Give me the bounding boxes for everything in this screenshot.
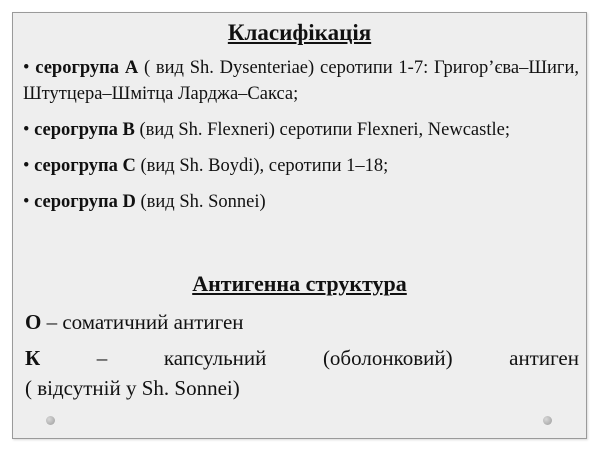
slide-title: Класифікація xyxy=(227,20,372,45)
k-antigen-note: ( відсутній у Sh. Sonnei) xyxy=(25,376,240,400)
serogroup-description: (вид Sh. Sonnei) xyxy=(135,192,266,212)
list-item xyxy=(23,189,579,215)
serogroup-label: серогрупа А xyxy=(35,58,139,78)
list-item xyxy=(23,117,579,143)
o-antigen-text: – соматичний антиген xyxy=(41,310,244,334)
bullet-marker: • xyxy=(23,58,30,78)
k-antigen-word: капсульний xyxy=(163,346,267,370)
slide xyxy=(12,12,587,439)
decorative-dot-icon xyxy=(46,416,55,425)
decorative-dot-icon xyxy=(543,416,552,425)
serogroup-description: (вид Sh. Flexneri) серотипи Flexneri, Newcastle; xyxy=(134,120,510,140)
k-antigen-word: антиген xyxy=(509,346,579,370)
antigen-structure-heading: Антигенна структура xyxy=(192,271,407,296)
list-item xyxy=(23,55,579,107)
serogroup-description: ( вид Sh. Dysenteriae) серотипи 1-7: Григор’єва–Шиги, Штутцера–Шмітца Ларджа–Сакса; xyxy=(23,58,580,104)
o-antigen-line xyxy=(25,307,579,337)
list-item xyxy=(23,153,579,179)
serogroup-description: (вид Sh. Boydi), серотипи 1–18; xyxy=(135,156,389,176)
bullet-marker: • xyxy=(23,192,30,212)
k-antigen-word: (оболонковий) xyxy=(322,346,453,370)
serogroup-label: серогрупа С xyxy=(34,156,136,176)
bullet-marker: • xyxy=(23,156,30,176)
k-antigen-block xyxy=(25,343,579,403)
k-antigen-line xyxy=(25,343,579,373)
k-antigen-dash: – xyxy=(96,346,108,370)
k-antigen-letter: К xyxy=(25,346,41,370)
serogroup-label: серогрупа В xyxy=(34,120,135,140)
serogroup-label: серогрупа D xyxy=(34,192,136,212)
o-antigen-letter: О xyxy=(25,310,42,334)
classification-list xyxy=(23,55,579,225)
bullet-marker: • xyxy=(23,120,30,140)
